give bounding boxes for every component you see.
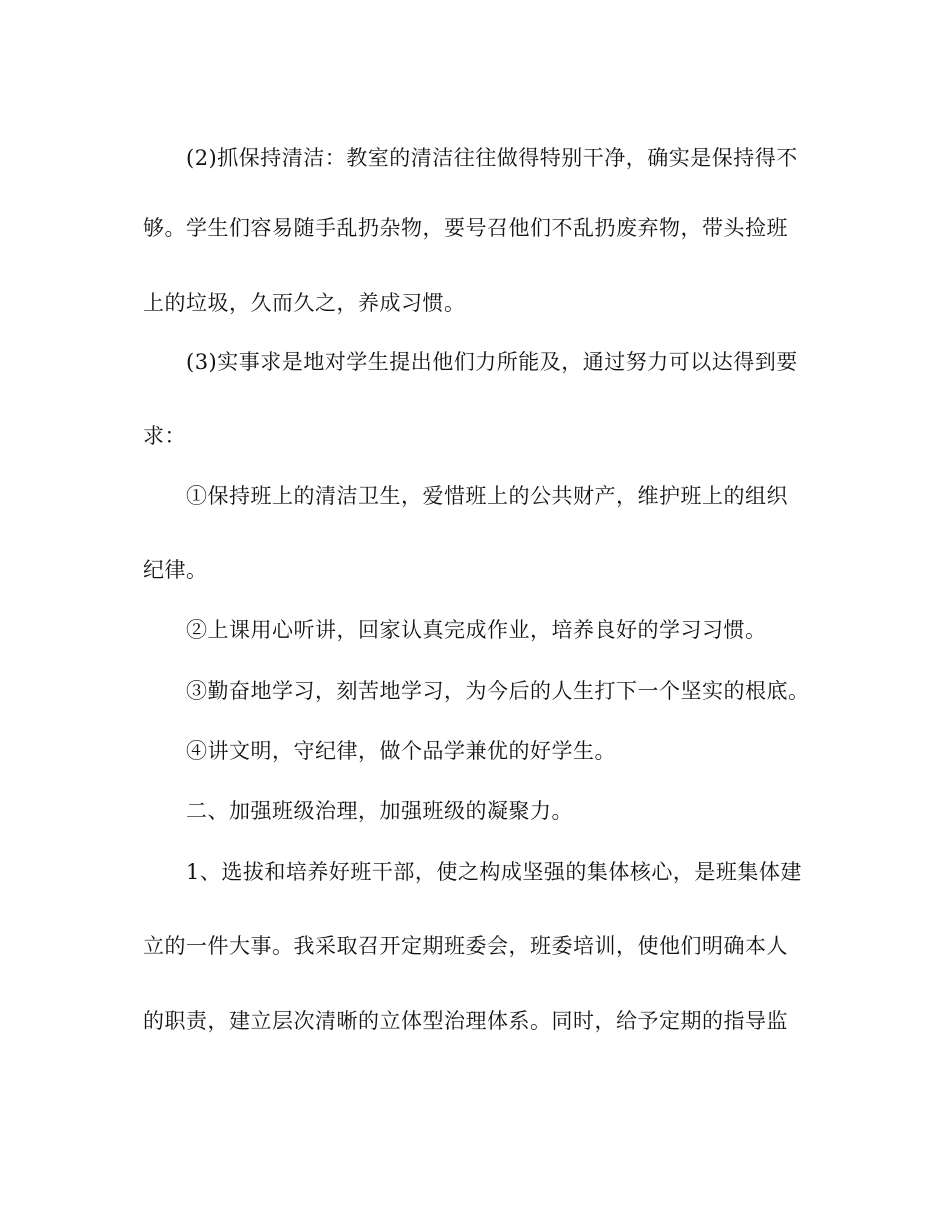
paragraph-line: (3)实事求是地对学生提出他们力所能及，通过努力可以达得到要 [186, 350, 798, 374]
paragraph-line: 立的一件大事。我采取召开定期班委会，班委培训，使他们明确本人 [143, 934, 788, 958]
paragraph-line: 上的垃圾，久而久之，养成习惯。 [143, 291, 466, 315]
paragraph-line: ④讲文明，守纪律，做个品学兼优的好学生。 [186, 739, 616, 763]
paragraph-line: ②上课用心听讲，回家认真完成作业，培养良好的学习习惯。 [186, 618, 767, 642]
section-heading: 二、加强班级治理，加强班级的凝聚力。 [186, 799, 573, 823]
paragraph-line: (2)抓保持清洁：教室的清洁往往做得特别干净，确实是保持得不 [186, 146, 798, 170]
paragraph-line: 纪律。 [143, 558, 208, 582]
paragraph-line: 1、选拔和培养好班干部，使之构成坚强的集体核心，是班集体建 [186, 860, 802, 884]
paragraph-line: ③勤奋地学习，刻苦地学习，为今后的人生打下一个坚实的根底。 [186, 679, 810, 703]
paragraph-line: 求： [143, 424, 186, 448]
paragraph-line: ①保持班上的清洁卫生，爱惜班上的公共财产，维护班上的组织 [186, 484, 788, 508]
paragraph-line: 的职责，建立层次清晰的立体型治理体系。同时，给予定期的指导监 [143, 1009, 788, 1033]
paragraph-line: 够。学生们容易随手乱扔杂物，要号召他们不乱扔废弃物，带头捡班 [143, 216, 788, 240]
